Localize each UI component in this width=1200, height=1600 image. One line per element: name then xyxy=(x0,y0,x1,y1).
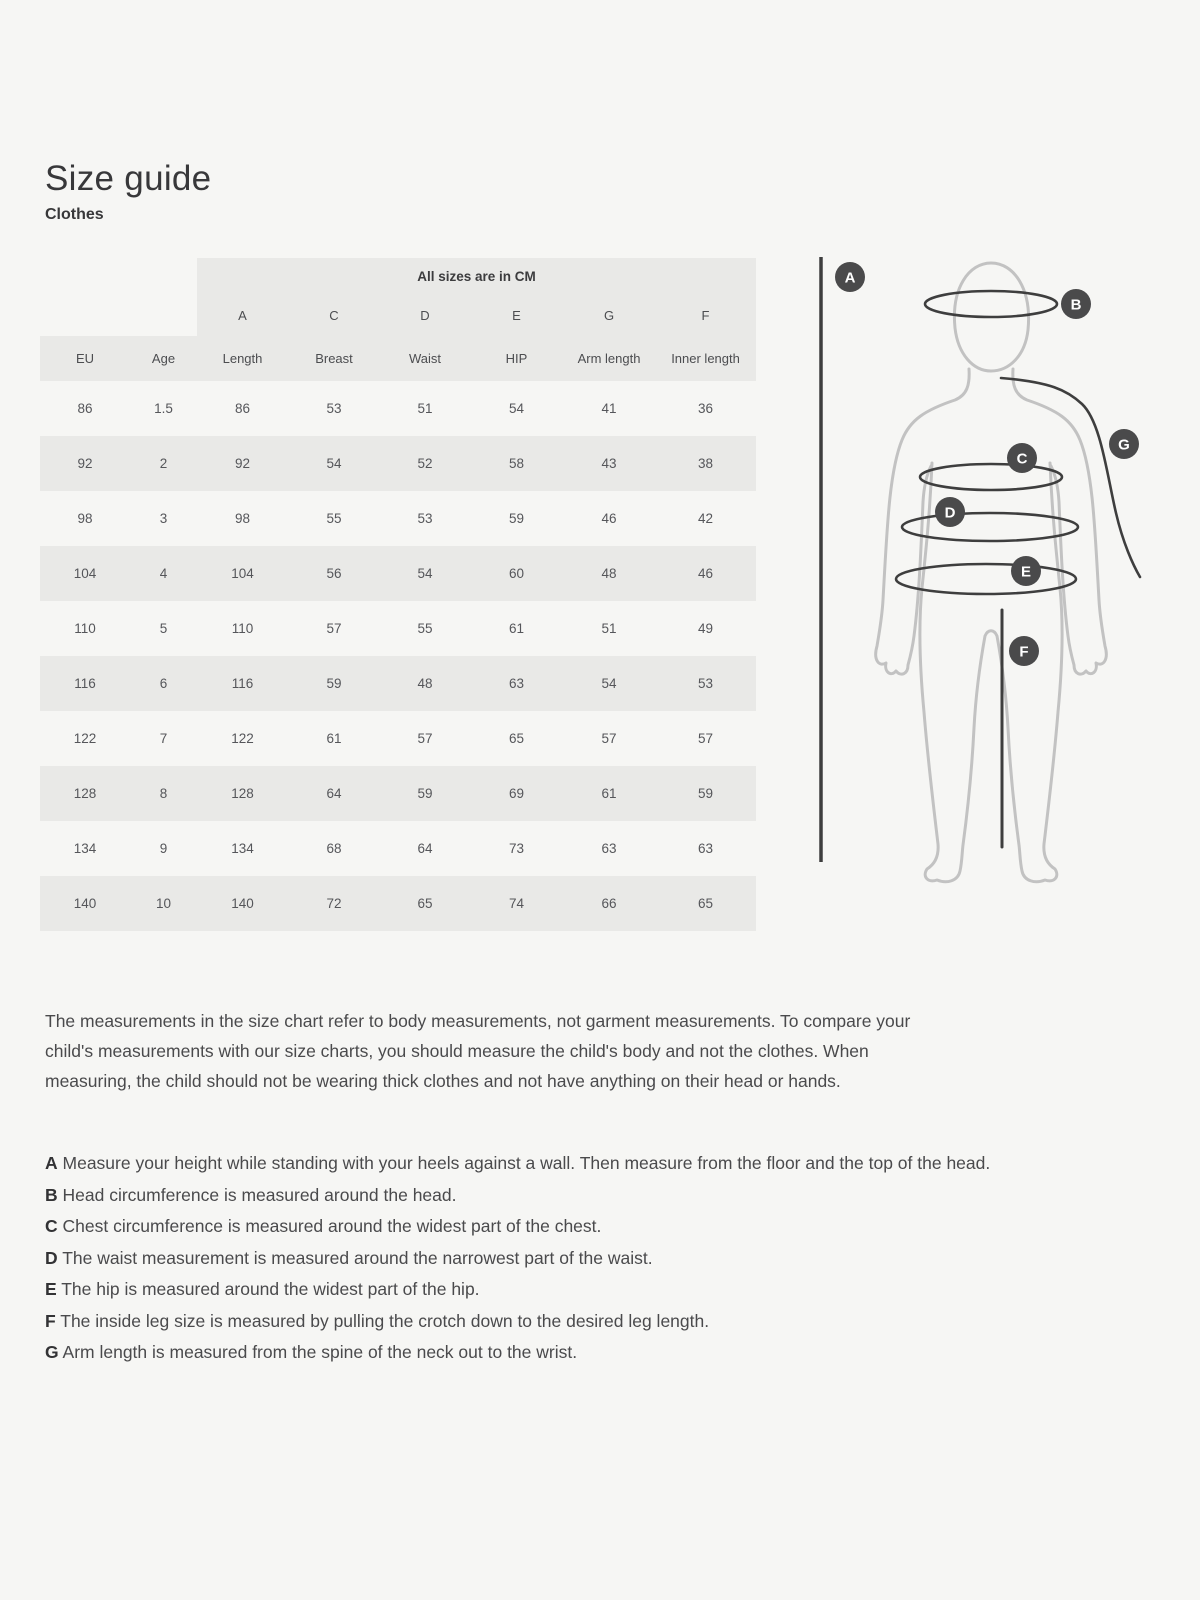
table-cell: 46 xyxy=(655,546,756,601)
table-row xyxy=(40,821,756,876)
body-diagram xyxy=(795,250,1200,890)
table-cell: 65 xyxy=(508,731,525,746)
table-cell: 61 xyxy=(563,766,655,821)
svg-text:D: D xyxy=(944,504,956,522)
table-cell: 63 xyxy=(601,841,617,856)
badge-f xyxy=(1009,636,1039,666)
table-cell: 86 xyxy=(234,401,251,416)
table-cell: 66 xyxy=(563,876,655,931)
table-cell: 10 xyxy=(130,876,197,931)
table-cell: 110 xyxy=(231,621,254,636)
svg-text:G: G xyxy=(1118,436,1130,454)
table-row xyxy=(40,711,756,766)
table-cell: 54 xyxy=(508,401,525,416)
letter-cell: C xyxy=(288,294,380,336)
table-cell: 58 xyxy=(470,436,563,491)
column-header: Inner length xyxy=(655,336,756,381)
table-cell: 65 xyxy=(380,876,470,931)
child-body-outline xyxy=(876,263,1107,882)
badge-d xyxy=(935,497,965,527)
table-cell: 68 xyxy=(326,841,342,856)
table-cell: 53 xyxy=(417,511,433,526)
table-cell: 48 xyxy=(380,656,470,711)
table-cell: 61 xyxy=(326,731,342,746)
table-row xyxy=(40,381,756,436)
table-cell: 57 xyxy=(698,731,714,746)
table-cell: 73 xyxy=(508,841,525,856)
table-cell: 9 xyxy=(159,841,168,856)
measurement-letter: A xyxy=(45,1153,58,1173)
table-cell: 74 xyxy=(470,876,563,931)
size-table xyxy=(40,258,756,931)
table-cell: 59 xyxy=(655,766,756,821)
measurement-item xyxy=(45,1274,1127,1306)
table-cell: 53 xyxy=(326,401,342,416)
page-subtitle: Clothes xyxy=(45,206,104,223)
table-row xyxy=(40,766,756,821)
table-cell: 116 xyxy=(197,656,288,711)
measurement-text: Measure your height while standing with your heels against a wall. Then measure from the floor and the top of the head. xyxy=(62,1153,991,1173)
table-cell: 122 xyxy=(231,731,254,746)
table-cell: 56 xyxy=(288,546,380,601)
size-table-body xyxy=(40,381,756,931)
table-row xyxy=(40,601,756,656)
table-cell: 92 xyxy=(197,436,288,491)
svg-text:A: A xyxy=(844,269,856,287)
badge-e xyxy=(1011,556,1041,586)
measurement-letter: F xyxy=(45,1310,56,1331)
measurement-list xyxy=(45,1148,1127,1369)
table-cell: 55 xyxy=(326,511,342,526)
letter-cell: E xyxy=(470,294,563,336)
svg-text:B: B xyxy=(1070,296,1082,314)
table-cell: 57 xyxy=(417,731,433,746)
table-cell: 122 xyxy=(73,731,97,746)
table-cell: 1.5 xyxy=(154,401,173,416)
table-cell: 54 xyxy=(288,436,380,491)
table-cell: 98 xyxy=(234,511,251,526)
table-cell: 63 xyxy=(470,656,563,711)
table-row xyxy=(40,656,756,711)
measurement-item xyxy=(45,1211,1127,1243)
badge-c xyxy=(1007,443,1037,473)
table-cell: 128 xyxy=(40,766,130,821)
table-cell: 64 xyxy=(417,841,433,856)
table-cell: 128 xyxy=(197,766,288,821)
units-header: All sizes are in CM xyxy=(197,258,756,294)
measurement-item xyxy=(45,1243,1127,1275)
measurement-text: The waist measurement is measured around the narrowest part of the waist. xyxy=(62,1247,653,1268)
arm-length-line xyxy=(1001,378,1140,577)
table-cell: 48 xyxy=(563,546,655,601)
table-cell: 54 xyxy=(380,546,470,601)
badge-b xyxy=(1061,289,1091,319)
table-cell: 140 xyxy=(40,876,130,931)
table-cell: 110 xyxy=(74,621,96,636)
table-cell: 63 xyxy=(698,841,714,856)
svg-text:E: E xyxy=(1020,563,1032,581)
table-cell: 116 xyxy=(40,656,130,711)
table-cell: 4 xyxy=(130,546,197,601)
table-cell: 72 xyxy=(288,876,380,931)
letter-cell: G xyxy=(563,294,655,336)
table-row xyxy=(40,546,756,601)
chest-ellipse xyxy=(920,464,1062,490)
table-cell: 92 xyxy=(40,436,130,491)
badge-a xyxy=(835,262,865,292)
table-cell: 41 xyxy=(601,401,617,416)
table-row xyxy=(40,436,756,491)
table-cell: 8 xyxy=(130,766,197,821)
measurement-text: The hip is measured around the widest part of the hip. xyxy=(61,1279,480,1299)
units-header-row xyxy=(40,258,756,294)
letter-cell: D xyxy=(380,294,470,336)
table-row xyxy=(40,491,756,546)
table-cell: 54 xyxy=(563,656,655,711)
table-cell: 2 xyxy=(130,436,197,491)
table-cell: 64 xyxy=(288,766,380,821)
table-cell: 42 xyxy=(698,511,714,526)
table-cell: 57 xyxy=(326,621,342,636)
measurement-text: The inside leg size is measured by pulling the crotch down to the desired leg length. xyxy=(60,1310,710,1331)
column-header: Breast xyxy=(288,336,380,381)
table-cell: 59 xyxy=(288,656,380,711)
table-cell: 104 xyxy=(197,546,288,601)
table-cell: 65 xyxy=(655,876,756,931)
table-row xyxy=(40,876,756,931)
measurement-letter: G xyxy=(45,1342,59,1362)
letter-row xyxy=(40,294,756,336)
table-cell: 38 xyxy=(655,436,756,491)
table-cell: 6 xyxy=(130,656,197,711)
table-cell: 140 xyxy=(197,876,288,931)
table-cell: 134 xyxy=(73,841,97,856)
table-cell: 7 xyxy=(159,731,168,746)
table-cell: 69 xyxy=(470,766,563,821)
measurement-text: Head circumference is measured around the head. xyxy=(62,1184,457,1205)
table-cell: 59 xyxy=(508,511,525,526)
measurement-item xyxy=(45,1180,1127,1212)
table-cell: 86 xyxy=(77,401,93,416)
measurement-letter: E xyxy=(45,1279,57,1299)
table-cell: 59 xyxy=(380,766,470,821)
measurement-letter: B xyxy=(45,1184,58,1205)
measurement-text: Arm length is measured from the spine of the neck out to the wrist. xyxy=(62,1342,578,1362)
table-cell: 46 xyxy=(601,511,617,526)
table-cell: 3 xyxy=(159,511,168,526)
measurement-text: Chest circumference is measured around the widest part of the chest. xyxy=(62,1216,602,1236)
table-cell: 55 xyxy=(417,621,433,636)
letter-cell: A xyxy=(197,294,288,336)
table-cell: 57 xyxy=(601,731,617,746)
measurement-item xyxy=(45,1148,1127,1180)
table-cell: 98 xyxy=(77,511,93,526)
column-header-row xyxy=(40,336,756,381)
table-cell: 52 xyxy=(380,436,470,491)
measurement-letter: C xyxy=(45,1216,58,1236)
table-cell: 51 xyxy=(417,401,433,416)
column-header: Arm length xyxy=(563,336,655,381)
measurement-item xyxy=(45,1306,1127,1338)
letter-cell: F xyxy=(655,294,756,336)
head-circumference-ellipse xyxy=(925,291,1057,317)
page-title: Size guide xyxy=(45,159,212,199)
measurement-item xyxy=(45,1337,1127,1369)
column-header: HIP xyxy=(470,336,563,381)
table-cell: 36 xyxy=(698,401,714,416)
column-header: Waist xyxy=(380,336,470,381)
table-cell: 51 xyxy=(601,621,617,636)
svg-text:C: C xyxy=(1016,450,1028,468)
table-cell: 134 xyxy=(231,841,254,856)
table-cell: 43 xyxy=(563,436,655,491)
table-cell: 61 xyxy=(508,621,525,636)
column-header: Length xyxy=(197,336,288,381)
table-cell: 60 xyxy=(470,546,563,601)
svg-text:F: F xyxy=(1019,643,1029,661)
badge-g xyxy=(1109,429,1139,459)
column-header: EU xyxy=(40,336,130,381)
table-cell: 49 xyxy=(698,621,714,636)
intro-paragraph: The measurements in the size chart refer to body measurements, not garment measurements. To compare your child's measurements with our size charts, you should measure the child's body and not the clothes. When measuring, the child should not be wearing thick clothes and not have anything on their head or hands. xyxy=(45,1010,911,1091)
table-cell: 53 xyxy=(655,656,756,711)
table-cell: 5 xyxy=(159,621,168,636)
measurement-letter: D xyxy=(45,1247,58,1268)
table-cell: 104 xyxy=(40,546,130,601)
column-header: Age xyxy=(130,336,197,381)
